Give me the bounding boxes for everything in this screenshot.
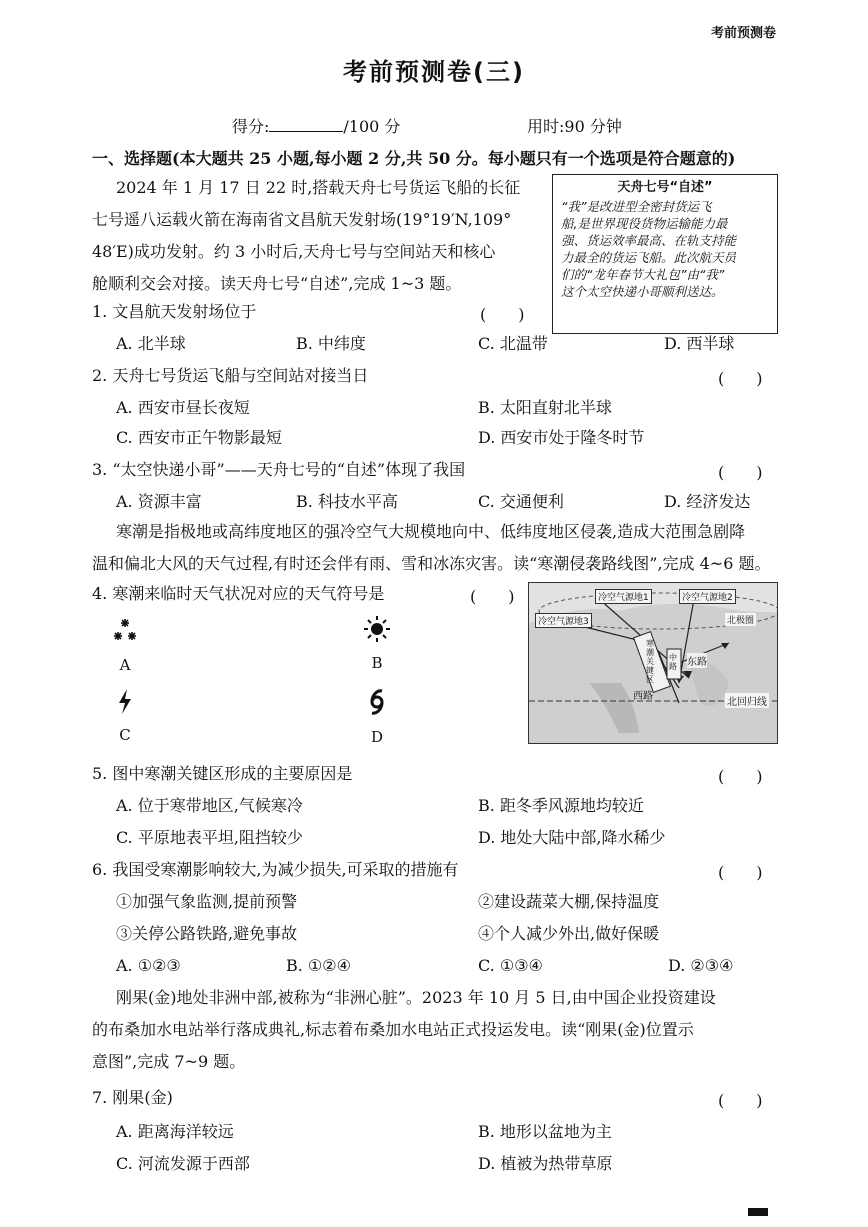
q3-stem: 3. “太空快递小哥”——天舟七号的“自述”体现了我国 [92, 460, 466, 479]
q6-option-d[interactable]: D. ②③④ [668, 956, 734, 975]
box-line: 强、货运效率最高、在轨支持能 [561, 233, 737, 248]
map-label-source1: 冷空气源地1 [595, 589, 652, 604]
q6-option-b[interactable]: B. ①②④ [286, 956, 351, 975]
map-label-source2: 冷空气源地2 [679, 589, 736, 604]
q6-item-1: ①加强气象监测,提前预警 [116, 892, 298, 911]
q2-stem: 2. 天舟七号货运飞船与空间站对接当日 [92, 366, 369, 385]
passage3-line: 的布桑加水电站举行落成典礼,标志着布桑加水电站正式投运发电。读“刚果(金)位置示 [92, 1020, 694, 1039]
passage1-line: 舱顺利交会对接。读天舟七号“自述”,完成 1~3 题。 [92, 274, 462, 293]
page-number-mark [748, 1208, 768, 1216]
sunny-icon[interactable] [362, 614, 392, 650]
q6-item-4: ④个人减少外出,做好保暖 [478, 924, 660, 943]
box-line: 船,是世界现役货物运输能力最 [561, 216, 728, 231]
box-title: 天舟七号“自述” [617, 180, 713, 195]
q7-option-a[interactable]: A. 距离海洋较远 [116, 1122, 234, 1141]
section-heading: 一、选择题(本大题共 25 小题,每小题 2 分,共 50 分。每小题只有一个选项是符合题意的) [92, 149, 736, 168]
q4-answer-paren[interactable]: ( ) [470, 587, 515, 606]
q3-option-b[interactable]: B. 科技水平高 [296, 492, 398, 511]
q4-stem: 4. 寒潮来临时天气状况对应的天气符号是 [92, 584, 385, 603]
time-limit: 用时:90 分钟 [527, 117, 622, 136]
passage2-line: 温和偏北大风的天气过程,有时还会伴有雨、雪和冰冻灾害。读“寒潮侵袭路线图”,完成 4~6 题。 [92, 554, 771, 573]
q3-answer-paren[interactable]: ( ) [718, 463, 763, 482]
passage1-line: 2024 年 1 月 17 日 22 时,搭载天舟七号货运飞船的长征 [116, 178, 521, 197]
score-label: 得分: [232, 117, 270, 136]
q3-option-d[interactable]: D. 经济发达 [664, 492, 751, 511]
q7-stem: 7. 刚果(金) [92, 1088, 173, 1107]
q5-answer-paren[interactable]: ( ) [718, 767, 763, 786]
header-tag: 考前预测卷 [710, 26, 776, 41]
q6-option-a[interactable]: A. ①②③ [116, 956, 181, 975]
box-line: 们的“龙年春节大礼包”由“我” [561, 267, 725, 282]
q6-item-2: ②建设蔬菜大棚,保持温度 [478, 892, 660, 911]
passage2-line: 寒潮是指极地或高纬度地区的强冷空气大规模地向中、低纬度地区侵袭,造成大范围急剧降 [116, 522, 746, 541]
score-line [232, 114, 400, 137]
box-line: “我”是改进型全密封货运飞 [561, 199, 712, 214]
typhoon-icon[interactable] [362, 686, 392, 722]
q1-option-d[interactable]: D. 西半球 [664, 334, 735, 353]
map-label-east-route: 东路 [687, 653, 707, 668]
q7-option-b[interactable]: B. 地形以盆地为主 [478, 1122, 612, 1141]
lightning-icon[interactable] [110, 686, 140, 722]
q7-answer-paren[interactable]: ( ) [718, 1091, 763, 1110]
q1-option-a[interactable]: A. 北半球 [116, 334, 186, 353]
q5-option-c[interactable]: C. 平原地表平坦,阻挡较少 [116, 828, 303, 847]
snow-icon[interactable] [110, 616, 140, 652]
q5-stem: 5. 图中寒潮关键区形成的主要原因是 [92, 764, 353, 783]
q4-label-d: D [370, 728, 384, 746]
q2-option-b[interactable]: B. 太阳直射北半球 [478, 398, 612, 417]
score-suffix: /100 分 [343, 117, 401, 136]
q1-stem: 1. 文昌航天发射场位于 [92, 302, 257, 321]
q7-option-c[interactable]: C. 河流发源于西部 [116, 1154, 250, 1173]
q2-option-a[interactable]: A. 西安市昼长夜短 [116, 398, 250, 417]
page-title: 考前预测卷(三) [343, 58, 525, 86]
q1-option-b[interactable]: B. 中纬度 [296, 334, 366, 353]
q2-option-c[interactable]: C. 西安市正午物影最短 [116, 428, 282, 447]
q5-option-d[interactable]: D. 地处大陆中部,降水稀少 [478, 828, 666, 847]
box-line: 这个太空快递小哥顺利送达。 [561, 284, 724, 299]
map-label-tropic-of-cancer: 北回归线 [725, 693, 769, 708]
passage3-line: 意图”,完成 7~9 题。 [92, 1052, 246, 1071]
q4-label-b: B [371, 654, 383, 672]
q7-option-d[interactable]: D. 植被为热带草原 [478, 1154, 613, 1173]
q4-label-a: A [119, 656, 131, 674]
passage1-line: 七号遥八运载火箭在海南省文昌航天发射场(19°19′N,109° [92, 210, 512, 229]
score-blank[interactable] [269, 117, 343, 132]
q3-option-c[interactable]: C. 交通便利 [478, 492, 564, 511]
map-label-arctic-circle: 北极圈 [725, 613, 756, 626]
cold-wave-route-map [528, 582, 778, 744]
q5-option-a[interactable]: A. 位于寒带地区,气候寒冷 [116, 796, 303, 815]
passage3-line: 刚果(金)地处非洲中部,被称为“非洲心脏”。2023 年 10 月 5 日,由中国企业投资建设 [116, 988, 716, 1007]
self-statement-box [552, 174, 778, 334]
q6-item-3: ③关停公路铁路,避免事故 [116, 924, 298, 943]
q6-stem: 6. 我国受寒潮影响较大,为减少损失,可采取的措施有 [92, 860, 459, 879]
q2-answer-paren[interactable]: ( ) [718, 369, 763, 388]
q4-label-c: C [119, 726, 131, 744]
map-label-west-route: 西路 [633, 691, 653, 702]
q3-option-a[interactable]: A. 资源丰富 [116, 492, 202, 511]
map-label-middle-route: 中路 [669, 653, 677, 671]
q6-option-c[interactable]: C. ①③④ [478, 956, 543, 975]
q1-option-c[interactable]: C. 北温带 [478, 334, 548, 353]
q5-option-b[interactable]: B. 距冬季风源地均较近 [478, 796, 644, 815]
q2-option-d[interactable]: D. 西安市处于隆冬时节 [478, 428, 645, 447]
q1-answer-paren[interactable]: ( ) [480, 305, 525, 324]
map-label-key-area: 寒潮关键区 [646, 639, 654, 684]
map-label-source3: 冷空气源地3 [535, 613, 592, 628]
passage1-line: 48′E)成功发射。约 3 小时后,天舟七号与空间站天和核心 [92, 242, 496, 261]
box-line: 力最全的货运飞船。此次航天员 [561, 250, 737, 265]
q6-answer-paren[interactable]: ( ) [718, 863, 763, 882]
